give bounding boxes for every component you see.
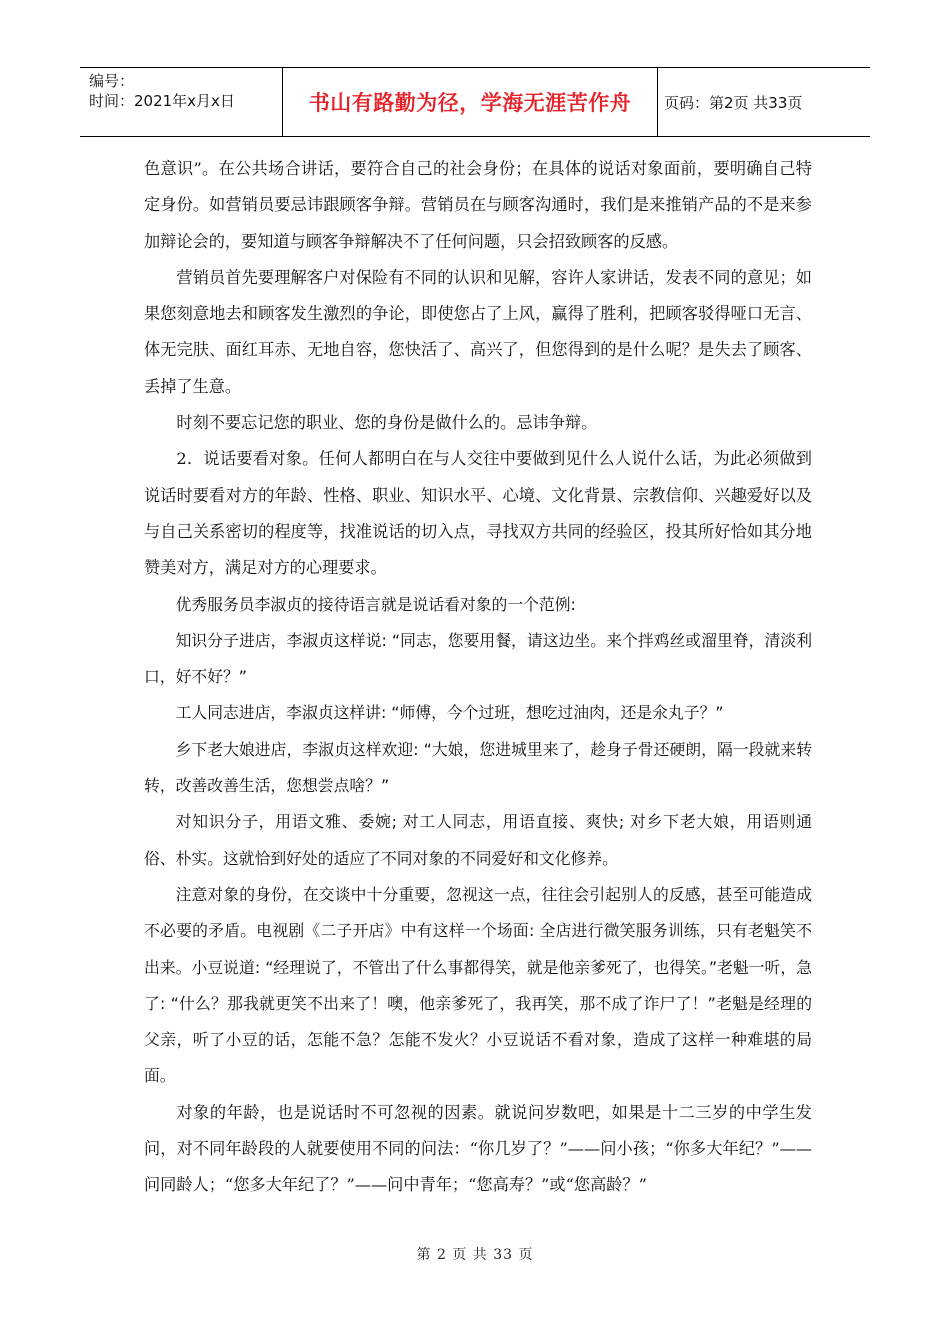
paragraph: 乡下老大娘进店，李淑贞这样欢迎: “大娘，您进城里来了，趁身子骨还硬朗，隔一段就来转转，改善改善生活，您想尝点啥？” xyxy=(144,739,812,796)
header-motto-cell xyxy=(283,68,658,136)
document-body xyxy=(144,151,812,1204)
serial-label: 编号： xyxy=(89,72,135,90)
date-label: 时间：2021年x月x日 xyxy=(89,92,235,110)
header-info-cell xyxy=(80,68,283,136)
header-motto: 书山有路勤为径，学海无涯苦作舟 xyxy=(308,91,632,115)
paragraph: 优秀服务员李淑贞的接待语言就是说话看对象的一个范例: xyxy=(175,594,576,614)
paragraph: 注意对象的身份，在交谈中十分重要，忽视这一点，往往会引起别人的反感，甚至可能造成不必要的矛盾。电视剧《二子开店》中有这样一个场面: 全店进行微笑服务训练，只有老魁笑不出来。小豆说道: “经理说了，不管出了什么事都得笑，就是他亲爹死了，也得笑。”老魁一听，急了: “什么？那我就更笑不出来了！噢，他亲爹死了，我再笑，那不成了诈尸了！”老魁是经理的父亲，听了小豆的话，怎能不急？怎能不发火？小豆说话不看对象，造成了这样一种难堪的局面。 xyxy=(144,884,813,1086)
paragraph: 工人同志进店，李淑贞这样讲: “师傅，今个过班，想吃过油肉，还是氽丸子？” xyxy=(175,703,724,723)
paragraph: 对知识分子，用语文雅、委婉; 对工人同志，用语直接、爽快; 对乡下老大娘，用语则通俗、朴实。这就恰到好处的适应了不同对象的不同爱好和文化修养。 xyxy=(144,812,812,868)
paragraph: 知识分子进店，李淑贞这样说: “同志，您要用餐，请这边坐。来个拌鸡丝或溜里脊，清淡利口，好不好？” xyxy=(144,630,812,687)
paragraph: 对象的年龄，也是说话时不可忽视的因素。就说问岁数吧，如果是十二三岁的中学生发问，对不同年龄段的人就要使用不同的问法：“你几岁了？”——问小孩；“你多大年纪？”——问同龄人；“您多大年纪了？”——问中青年；“您高寿？”或“您高龄？” xyxy=(144,1102,812,1195)
page-footer: 第 2 页 共 33 页 xyxy=(416,1247,534,1263)
page-header xyxy=(80,67,870,137)
paragraph: 时刻不要忘记您的职业、您的身份是做什么的。忌讳争辩。 xyxy=(176,413,598,433)
paragraph: 色意识”。在公共场合讲话，要符合自己的社会身份；在具体的说话对象面前，要明确自己特定身份。如营销员要忌讳跟顾客争辩。营销员在与顾客沟通时，我们是来推销产品的不是来参加辩论会的，要知道与顾客争辩解决不了任何问题，只会招致顾客的反感。 xyxy=(144,159,812,251)
paragraph: 营销员首先要理解客户对保险有不同的认识和见解，容许人家讲话，发表不同的意见；如果您刻意地去和顾客发生激烈的争论，即使您占了上风，赢得了胜利，把顾客驳得哑口无言、体无完肤、面红耳赤、无地自容，您快活了、高兴了，但您得到的是什么呢？是失去了顾客、丢掉了生意。 xyxy=(144,267,812,396)
paragraph: 2．说话要看对象。任何人都明白在与人交往中要做到见什么人说什么话，为此必须做到说话时要看对方的年龄、性格、职业、知识水平、心境、文化背景、宗教信仰、兴趣爱好以及与自己关系密切的程度等，找准说话的切入点，寻找双方共同的经验区，投其所好恰如其分地赞美对方，满足对方的心理要求。 xyxy=(144,449,812,578)
header-page-cell xyxy=(658,68,870,136)
header-page-code: 页码：第2页 共33页 xyxy=(664,94,803,112)
